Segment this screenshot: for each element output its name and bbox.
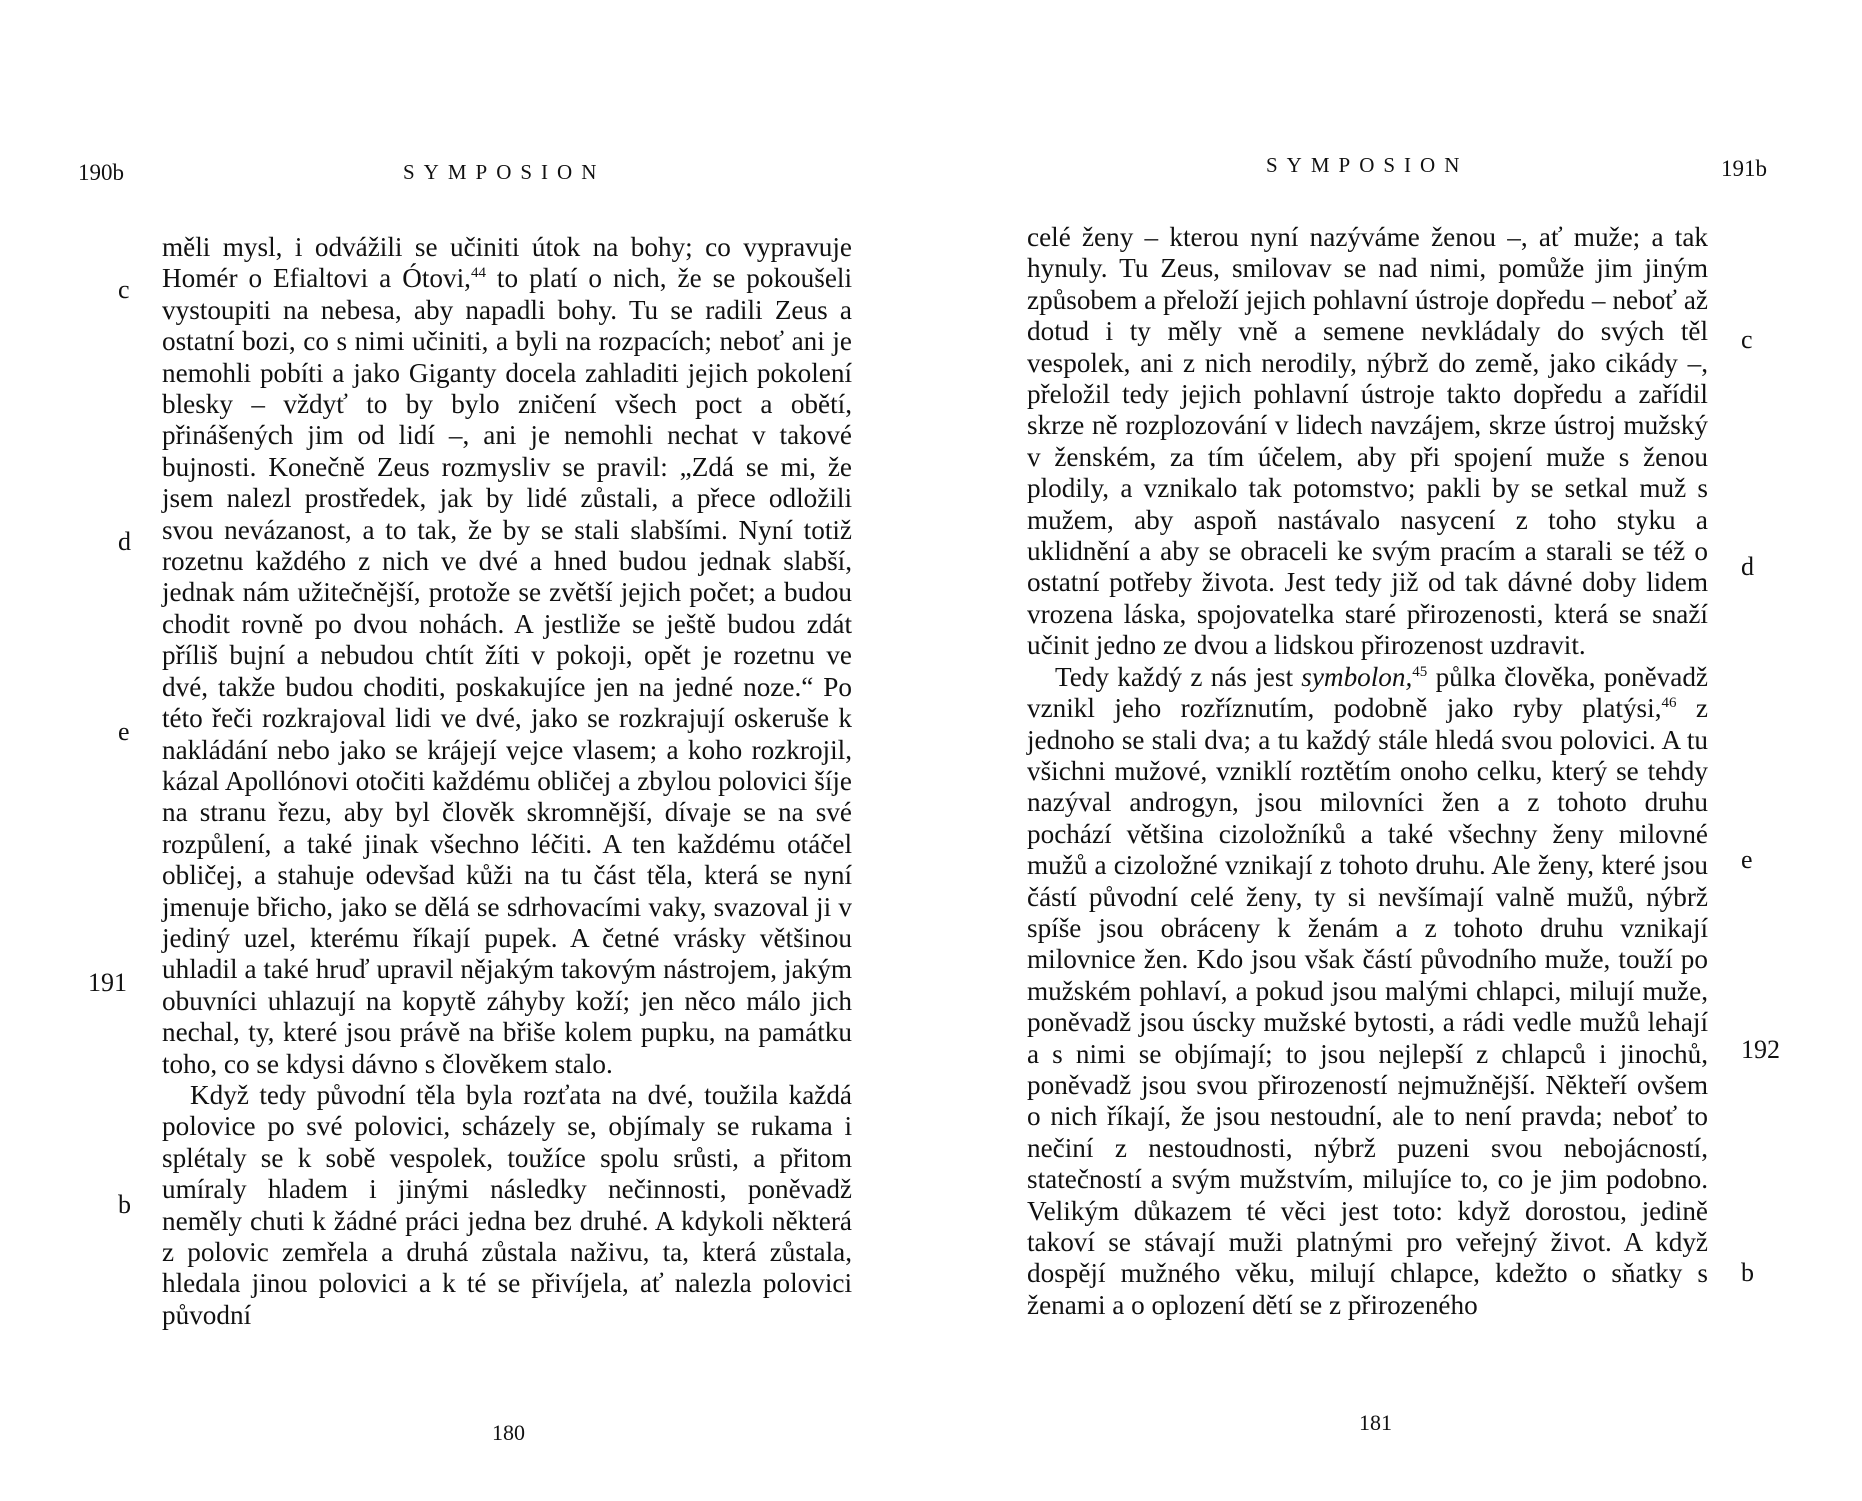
paragraph: Tedy každý z nás jest symbolon,$^{45}$ půlka člověka, poněvadž vznikl jeho rozříznutím, podobně jako ryby platýsi,$^{46}$ z jednoho se stali dva; a tu každý stále hledá svou polovici. A tu všichni mužové, vzniklí roztětím onoho celku, který se tehdy nazýval androgyn, jsou milovníci žen a z tohoto druhu pochází většina cizoložníků a také všechny ženy milovné mužů a cizoložné vznikají z tohoto druhu. Ale ženy, které jsou částí původní celé ženy, ty si nevšímají valně mužů, nýbrž spíše jsou obráceny k ženám a z tohoto druhu vznikají milovnice žen. Kdo jsou však částí původního muže, touží po mužském pohlaví, a pokud jsou malými chlapci, milují muže, poněvadž jsou úscky mužské bytosti, a rádi vedle mužů lehají a s nimi se objímají; to jsou nejlepší z chlapců i jinochů, poněvadž jsou svou přirozeností nejmužnější. Někteří ovšem o nich říkají, že jsou nestoudní, ale to není pravda; neboť to nečiní z nestoudnosti, nýbrž puzeni svou nebojácností, statečností a svým mužstvím, milujíce to, co je jim podobno. Velikým důkazem té věci jest toto: když dorostou, jedině takoví se stávají muži platnými pro veřejný život. A když dospějí mužného věku, milují chlapce, kdežto o sňatky s ženami a o oplození dětí se z přirozeného (1027, 661, 1708, 1320)
body-text (1027, 222, 1708, 1321)
stephanus-header: 190b (78, 160, 124, 185)
paragraph: celé ženy – kterou nyní nazýváme ženou –, ať muže; a tak hynuly. Tu Zeus, smilovav se nad nimi, pomůže jim jiným způsobem a přeloží jejich pohlavní ústroje dopředu – neboť až dotud i ty měly vně a semene nevkládaly do svých těl vespolek, ani z nich nerodily, nýbrž do země, jako cikády –, přeložil tedy jejich pohlavní ústroje takto dopředu a zařídil skrze ně rozplozování v lidech navzájem, skrze ústroj mužský v ženském, za tím účelem, aby při spojení muže s ženou plodily, a vznikalo tak potomstvo; pakli by se setkal muž s mužem, aby aspoň nastávalo nasycení z toho styku a uklidnění a aby se obraceli ke svým pracím a starali se též o ostatní potřeby života. Jest tedy již od tak dávné doby lidem vrozena láska, spojovatelka staré přirozenosti, která se snaží učinit jedno ze dvou a lidskou přirozenost uzdravit. (1027, 222, 1708, 661)
body-text (162, 232, 852, 1331)
running-title: SYMPOSION (403, 160, 606, 184)
margin-mark-192: 192 (1741, 1035, 1780, 1064)
paragraph: Když tedy původní těla byla rozťata na dvé, toužila každá polovice po své polovici, scházely se, objímaly se rukama i splétaly se k sobě vespolek, toužíce spolu srůsti, a přitom umíraly hladem i jinými následky nečinnosti, poněvadž neměly chuti k žádné práci jedna bez druhé. A kdykoli některá z polovic zemřela a druhá zůstala naživu, ta, která zůstala, hledala jinou polovici a k té se přivíjela, ať nalezla polovici původní (162, 1079, 852, 1330)
stephanus-header: 191b (1721, 156, 1767, 181)
running-title: SYMPOSION (1266, 153, 1469, 177)
margin-mark-b: b (1741, 1258, 1754, 1287)
page-number: 180 (492, 1420, 525, 1445)
margin-mark-c: c (1741, 325, 1753, 354)
margin-mark-191: 191 (88, 968, 127, 997)
margin-mark-e: e (1741, 845, 1753, 874)
margin-mark-e: e (118, 717, 130, 746)
page-number: 181 (1359, 1410, 1392, 1435)
margin-mark-d: d (118, 527, 131, 556)
footnote-ref: 46 (1661, 695, 1677, 712)
italic-term: symbolon, (1301, 661, 1413, 692)
margin-mark-c: c (118, 275, 130, 304)
footnote-ref: 44 (470, 265, 486, 282)
margin-mark-b: b (118, 1190, 131, 1219)
paragraph: měli mysl, i odvážili se učiniti útok na bohy; co vypravuje Homér o Efialtovi a Ótovi,$^{44}$ to platí o nich, že se pokoušeli vystoupiti na nebesa, aby napadli bohy. Tu se radili Zeus a ostatní bozi, co s nimi učiniti, a byli na rozpacích; neboť ani je nemohli pobíti a jako Giganty docela zahladiti jejich pokolení blesky – vždyť to by bylo zničení všech poct a obětí, přinášených jim od lidí –, ani je nemohli nechat v takové bujnosti. Konečně Zeus rozmysliv se pravil: „Zdá se mi, že jsem nalezl prostředek, jak by lidé zůstali, a přece odložili svou nevázanost, a to tak, že by se stali slabšími. Nyní totiž rozetnu každého z nich ve dvé a hned budou jednak slabší, jednak nám užitečnější, protože se zvětší jejich počet; a budou chodit rovně po dvou nohách. A jestliže se ještě budou zdát příliš bujní a nebudou chtít žíti v pokoji, opět je rozetnu ve dvé, takže budou choditi, poskakujíce jen na jedné noze.“ Po této řeči rozkrajoval lidi ve dvé, jako se rozkrajují oskeruše k nakládání nebo jako se krájejí vejce vlasem; a koho rozkrojil, kázal Apollónovi otočiti každému obličej a zbylou polovici šíje na stranu řezu, aby byl člověk skromnější, dívaje se na své rozpůlení, a také jinak všechno léčiti. A ten každému otáčel obličej, a stahuje odevšad kůži na tu část těla, která se nyní jmenuje břicho, jako se dělá se sdrhovacími vaky, svazoval ji v jediný uzel, kterému říkají pupek. A četné vrásky většinou uhladil a také hruď upravil nějakým takovým nástrojem, jakým obuvníci uhlazují na kopytě záhyby koží; jen něco málo jich nechal, ty, které jsou právě na břiše kolem pupku, na památku toho, co se kdysi dávno s člověkem stalo. (162, 232, 852, 1079)
right-page (931, 0, 1862, 1501)
footnote-ref: 45 (1412, 663, 1428, 680)
margin-mark-d: d (1741, 552, 1754, 581)
